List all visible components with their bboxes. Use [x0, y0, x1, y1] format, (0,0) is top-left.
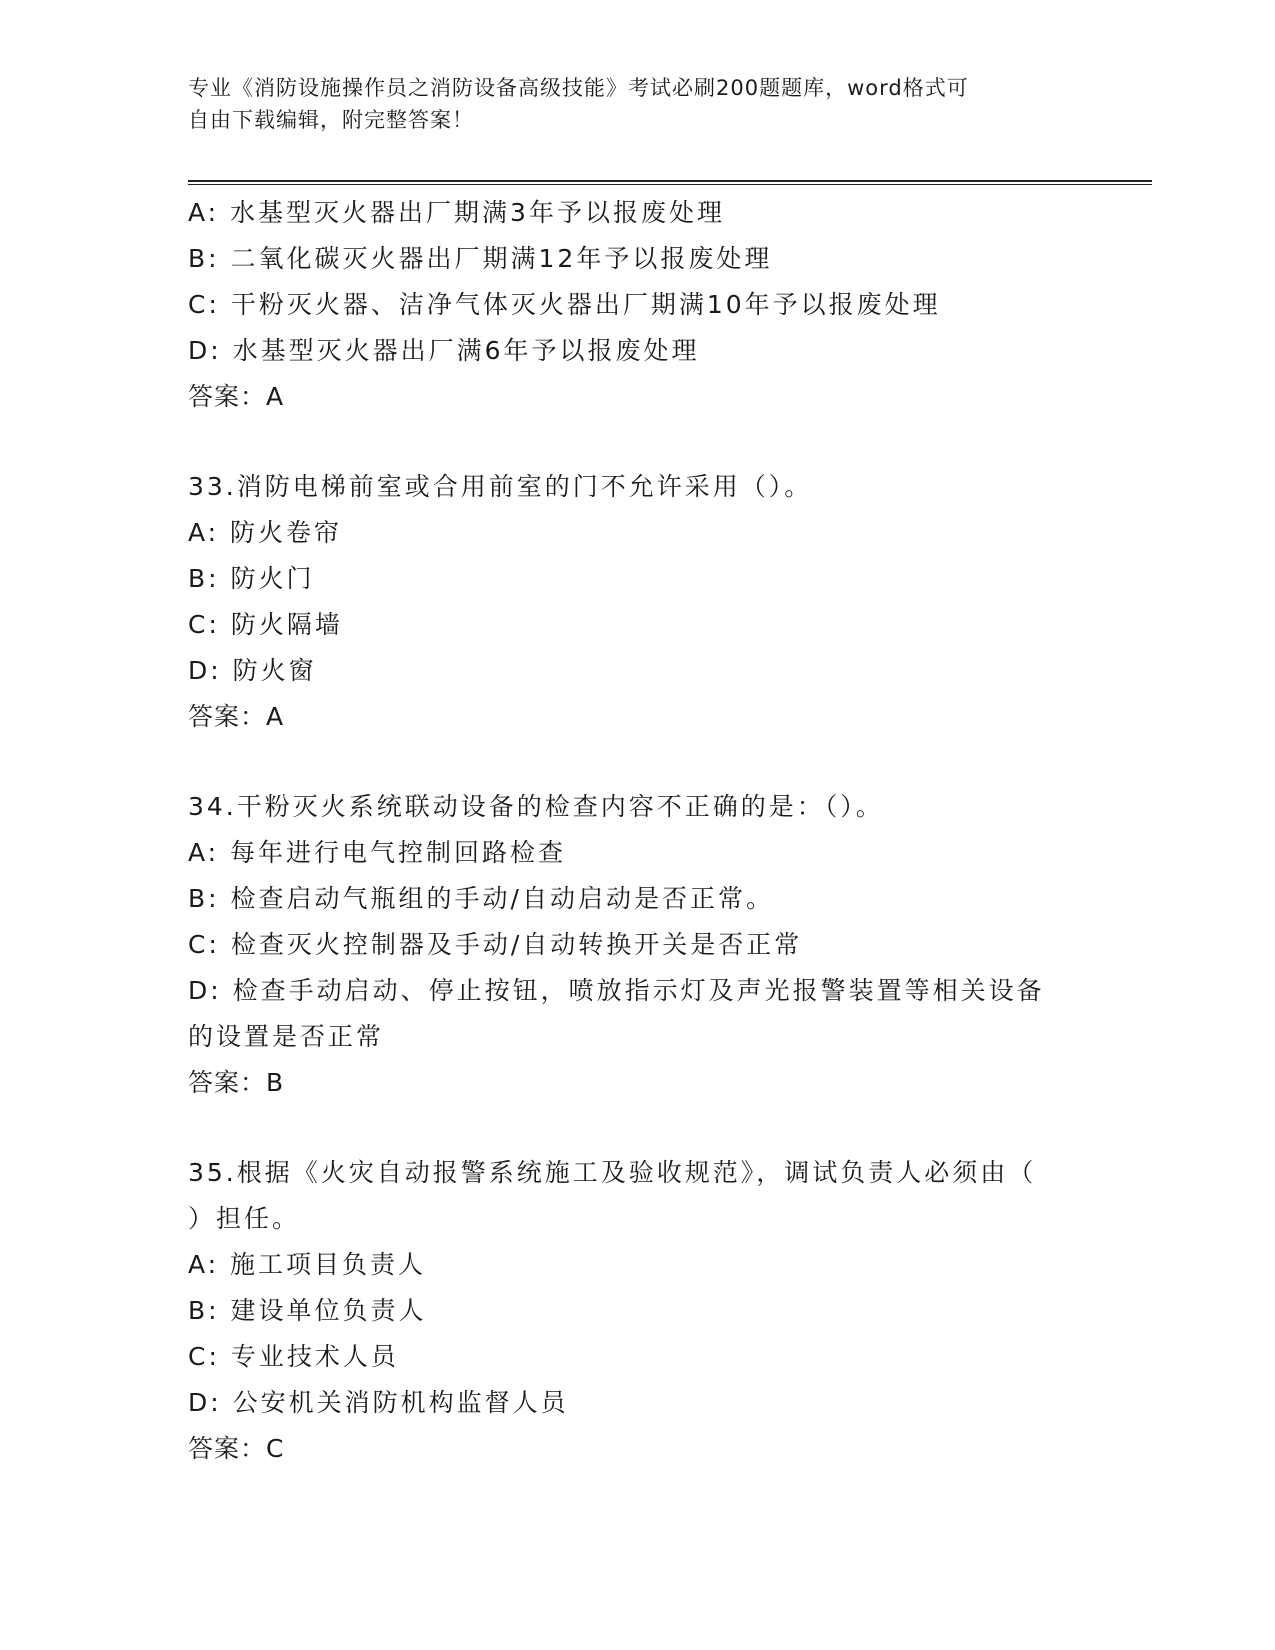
- question-32-block: [188, 190, 1088, 420]
- option-d: D: 公安机关消防机构监督人员: [188, 1388, 569, 1417]
- option-b: B: 建设单位负责人: [188, 1296, 427, 1325]
- option-c: C: 干粉灭火器、洁净气体灭火器出厂期满10年予以报废处理: [188, 290, 941, 319]
- answer: 答案：B: [188, 1068, 285, 1097]
- question-text-line-1: 35.根据《火灾自动报警系统施工及验收规范》，调试负责人必须由（: [188, 1158, 1037, 1187]
- option-d-line-1: D: 检查手动启动、停止按钮，喷放指示灯及声光报警装置等相关设备: [188, 976, 1045, 1005]
- question-34-block: [188, 784, 1088, 1106]
- header-line-1: 专业《消防设施操作员之消防设备高级技能》考试必刷200题题库，word格式可: [188, 76, 969, 100]
- option-b: B: 防火门: [188, 564, 315, 593]
- answer: 答案：C: [188, 1434, 285, 1463]
- option-c: C: 检查灭火控制器及手动/自动转换开关是否正常: [188, 930, 803, 959]
- option-c: C: 专业技术人员: [188, 1342, 399, 1371]
- spacer: [188, 420, 1088, 464]
- option-a: A: 防火卷帘: [188, 518, 343, 547]
- question-text: 34.干粉灭火系统联动设备的检查内容不正确的是：（）。: [188, 792, 884, 821]
- question-33-block: [188, 464, 1088, 740]
- answer: 答案：A: [188, 702, 285, 731]
- option-b: B: 二氧化碳灭火器出厂期满12年予以报废处理: [188, 244, 773, 273]
- question-text: 33.消防电梯前室或合用前室的门不允许采用（）。: [188, 472, 813, 501]
- option-a: A: 施工项目负责人: [188, 1250, 427, 1279]
- option-a: A: 水基型灭火器出厂期满3年予以报废处理: [188, 198, 725, 227]
- header-divider-thin: [188, 184, 1152, 185]
- header-line-2: 自由下载编辑，附完整答案！: [188, 108, 474, 132]
- question-35-block: [188, 1150, 1088, 1472]
- option-c: C: 防火隔墙: [188, 610, 343, 639]
- option-d: D: 防火窗: [188, 656, 317, 685]
- spacer: [188, 1106, 1088, 1150]
- option-b: B: 检查启动气瓶组的手动/自动启动是否正常。: [188, 884, 774, 913]
- spacer: [188, 740, 1088, 784]
- option-d: D: 水基型灭火器出厂满6年予以报废处理: [188, 336, 700, 365]
- document-header: [188, 72, 1088, 136]
- option-a: A: 每年进行电气控制回路检查: [188, 838, 567, 867]
- answer: 答案：A: [188, 382, 285, 411]
- option-d-line-2: 的设置是否正常: [188, 1022, 385, 1051]
- document-body: [188, 190, 1088, 1472]
- question-text-line-2: ）担任。: [188, 1204, 301, 1233]
- header-divider-thick: [188, 180, 1152, 182]
